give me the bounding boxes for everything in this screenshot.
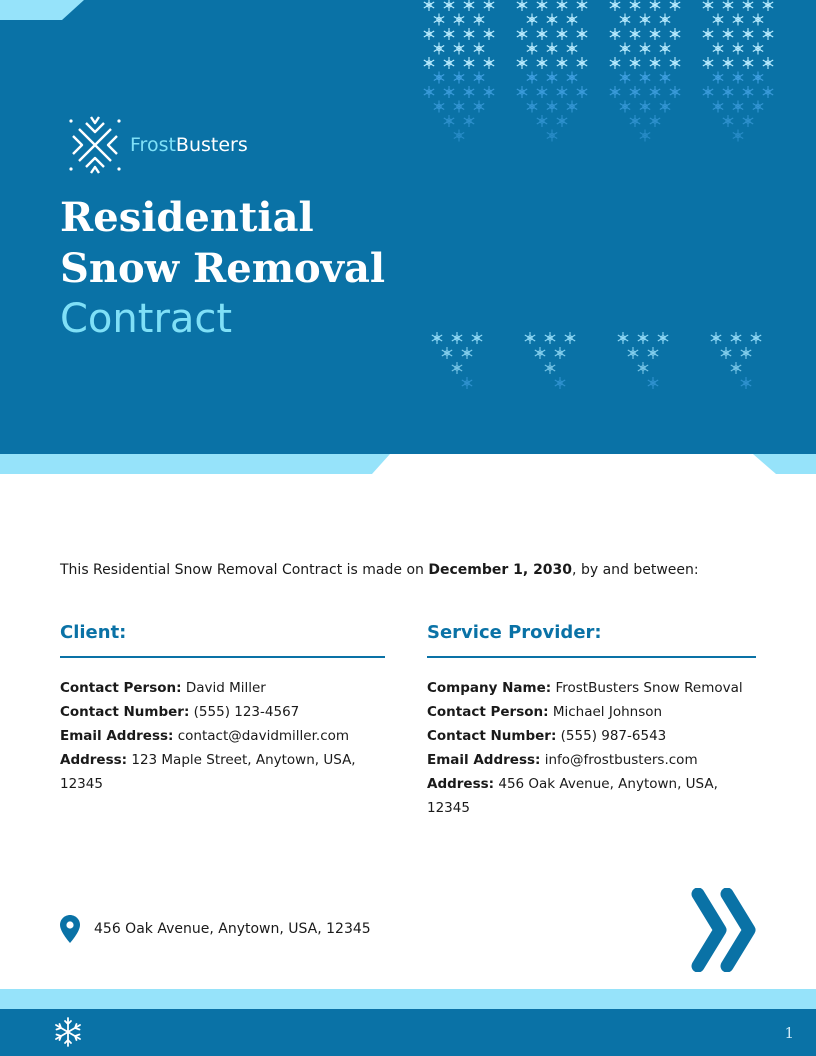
- pattern-snowflake: [763, 28, 773, 40]
- footer-address-text: 456 Oak Avenue, Anytown, USA, 12345: [94, 921, 371, 937]
- pattern-snowflake: [434, 14, 444, 26]
- pattern-snowflake: [743, 57, 753, 69]
- pattern-snowflake: [567, 14, 577, 26]
- pattern-snowflake: [630, 57, 640, 69]
- pattern-snowflake: [464, 57, 474, 69]
- pattern-snowflake: [753, 72, 763, 84]
- pattern-snowflake: [713, 14, 723, 26]
- pattern-snowflake: [537, 115, 547, 127]
- pattern-snowflake: [723, 28, 733, 40]
- brand-logo: [66, 116, 248, 174]
- header-banner: [0, 0, 816, 454]
- pattern-snowflake: [424, 0, 434, 11]
- pattern-snowflake: [763, 0, 773, 11]
- pattern-snowflake: [432, 332, 442, 344]
- pattern-snowflake: [741, 347, 751, 359]
- pattern-snowflake: [658, 332, 668, 344]
- pattern-snowflake: [638, 362, 648, 374]
- pattern-snowflake: [763, 86, 773, 98]
- pattern-snowflake: [462, 347, 472, 359]
- pattern-snowflake: [723, 0, 733, 11]
- intro-prefix: This Residential Snow Removal Contract is made on: [60, 562, 429, 578]
- pattern-snowflake: [557, 0, 567, 11]
- pattern-snowflake: [703, 86, 713, 98]
- provider-row: [427, 676, 756, 700]
- pattern-snowflake: [650, 28, 660, 40]
- pattern-snowflake: [454, 72, 464, 84]
- pattern-snowflake: [620, 101, 630, 113]
- pattern-snowflake: [751, 332, 761, 344]
- pattern-snowflake: [464, 86, 474, 98]
- pattern-snowflake: [535, 347, 545, 359]
- pattern-snowflake: [547, 14, 557, 26]
- pattern-snowflake: [547, 101, 557, 113]
- pattern-snowflake: [733, 101, 743, 113]
- pattern-snowflake: [464, 28, 474, 40]
- pattern-snowflake: [527, 101, 537, 113]
- field-value: info@frostbusters.com: [540, 752, 698, 768]
- pattern-snowflake: [620, 43, 630, 55]
- field-label: Contact Number:: [60, 704, 190, 720]
- pattern-snowflake: [517, 28, 527, 40]
- pattern-snowflake: [723, 115, 733, 127]
- client-row: [60, 748, 385, 796]
- pattern-snowflake: [618, 332, 628, 344]
- pattern-snowflake: [713, 43, 723, 55]
- pattern-snowflake: [444, 28, 454, 40]
- pattern-snowflake: [452, 332, 462, 344]
- pattern-snowflake: [555, 377, 565, 389]
- pattern-snowflake: [763, 57, 773, 69]
- pattern-snowflake: [474, 43, 484, 55]
- pattern-snowflake: [670, 0, 680, 11]
- pattern-snowflake: [537, 57, 547, 69]
- pattern-snowflake: [484, 28, 494, 40]
- field-value: 456 Oak Avenue, Anytown, USA, 12345: [427, 776, 718, 816]
- pattern-snowflake: [733, 14, 743, 26]
- location-pin-icon: [60, 915, 80, 943]
- pattern-snowflake: [527, 72, 537, 84]
- pattern-snowflake: [557, 57, 567, 69]
- pattern-snowflake: [454, 101, 464, 113]
- pattern-snowflake: [545, 332, 555, 344]
- snowflake-icon: [52, 1016, 84, 1048]
- pattern-snowflake: [444, 115, 454, 127]
- pattern-snowflake: [753, 14, 763, 26]
- title-line-2: Snow Removal: [60, 245, 386, 292]
- pattern-snowflake: [434, 101, 444, 113]
- pattern-snowflake: [640, 101, 650, 113]
- brand-name-part1: Frost: [130, 134, 176, 156]
- pattern-snowflake: [650, 57, 660, 69]
- pattern-snowflake: [731, 332, 741, 344]
- pattern-snowflake: [444, 57, 454, 69]
- pattern-snowflake: [557, 86, 567, 98]
- pattern-snowflake: [723, 86, 733, 98]
- pattern-snowflake: [660, 14, 670, 26]
- pattern-snowflake: [670, 86, 680, 98]
- pattern-snowflake: [424, 86, 434, 98]
- pattern-snowflake: [454, 43, 464, 55]
- field-label: Contact Number:: [427, 728, 557, 744]
- pattern-snowflake: [648, 347, 658, 359]
- pattern-snowflake: [610, 0, 620, 11]
- pattern-snowflake: [630, 115, 640, 127]
- pattern-snowflake: [517, 0, 527, 11]
- pattern-snowflake: [557, 115, 567, 127]
- provider-row: [427, 724, 756, 748]
- provider-section: [427, 622, 756, 820]
- field-label: Email Address:: [427, 752, 541, 768]
- pattern-snowflake: [660, 101, 670, 113]
- pattern-snowflake: [442, 347, 452, 359]
- pattern-snowflake: [464, 0, 474, 11]
- provider-heading: Service Provider:: [427, 622, 756, 658]
- pattern-snowflake: [434, 72, 444, 84]
- pattern-snowflake: [474, 101, 484, 113]
- title-line-1: Residential: [60, 194, 314, 241]
- field-value: contact@davidmiller.com: [173, 728, 350, 744]
- pattern-snowflake: [547, 130, 557, 142]
- contract-date: December 1, 2030: [428, 562, 573, 578]
- field-value: (555) 987-6543: [556, 728, 667, 744]
- pattern-snowflake: [628, 347, 638, 359]
- pattern-snowflake: [660, 72, 670, 84]
- field-label: Address:: [60, 752, 128, 768]
- pattern-snowflake: [517, 57, 527, 69]
- pattern-snowflake: [711, 332, 721, 344]
- field-label: Address:: [427, 776, 495, 792]
- light-blue-band: [0, 454, 816, 476]
- snowflake-pattern: [400, 0, 800, 454]
- pattern-snowflake: [537, 86, 547, 98]
- provider-details: [427, 676, 756, 820]
- pattern-snowflake: [557, 28, 567, 40]
- pattern-snowflake: [640, 72, 650, 84]
- contract-intro: [60, 562, 699, 578]
- pattern-snowflake: [648, 377, 658, 389]
- pattern-snowflake: [577, 28, 587, 40]
- pattern-snowflake: [610, 28, 620, 40]
- pattern-snowflake: [721, 347, 731, 359]
- field-value: David Miller: [181, 680, 266, 696]
- pattern-snowflake: [577, 86, 587, 98]
- pattern-snowflake: [474, 14, 484, 26]
- pattern-snowflake: [638, 332, 648, 344]
- pattern-snowflake: [703, 28, 713, 40]
- provider-row: [427, 700, 756, 724]
- pattern-snowflake: [567, 72, 577, 84]
- field-label: Contact Person:: [427, 704, 549, 720]
- pattern-snowflake: [454, 130, 464, 142]
- pattern-snowflake: [650, 115, 660, 127]
- double-chevron-right-icon: [690, 888, 760, 972]
- pattern-snowflake: [472, 332, 482, 344]
- pattern-snowflake: [610, 57, 620, 69]
- pattern-snowflake: [424, 57, 434, 69]
- field-label: Company Name:: [427, 680, 552, 696]
- snowflake-logo-icon: [66, 116, 124, 174]
- client-row: [60, 676, 385, 700]
- pattern-snowflake: [517, 86, 527, 98]
- pattern-snowflake: [713, 101, 723, 113]
- pattern-snowflake: [630, 86, 640, 98]
- title-line-3: Contract: [60, 296, 233, 342]
- pattern-snowflake: [474, 72, 484, 84]
- pattern-snowflake: [741, 377, 751, 389]
- client-section: [60, 622, 385, 796]
- pattern-snowflake: [464, 115, 474, 127]
- pattern-snowflake: [753, 101, 763, 113]
- pattern-snowflake: [703, 0, 713, 11]
- pattern-snowflake: [527, 14, 537, 26]
- pattern-snowflake: [577, 0, 587, 11]
- field-label: Contact Person:: [60, 680, 182, 696]
- pattern-snowflake: [743, 115, 753, 127]
- pattern-snowflake: [545, 362, 555, 374]
- pattern-snowflake: [640, 43, 650, 55]
- pattern-snowflake: [424, 28, 434, 40]
- pattern-snowflake: [733, 43, 743, 55]
- provider-row: [427, 772, 756, 820]
- pattern-snowflake: [670, 57, 680, 69]
- pattern-snowflake: [723, 57, 733, 69]
- field-value: Michael Johnson: [548, 704, 663, 720]
- footer-light-stripe: [0, 989, 816, 1009]
- brand-name: [130, 134, 248, 156]
- pattern-snowflake: [670, 28, 680, 40]
- pattern-snowflake: [537, 0, 547, 11]
- pattern-snowflake: [527, 43, 537, 55]
- pattern-snowflake: [743, 28, 753, 40]
- page-number: 1: [784, 1024, 794, 1042]
- footer-address: [60, 915, 371, 943]
- pattern-snowflake: [452, 362, 462, 374]
- field-value: 123 Maple Street, Anytown, USA, 12345: [60, 752, 356, 792]
- pattern-snowflake: [547, 72, 557, 84]
- pattern-snowflake: [444, 86, 454, 98]
- corner-tab-shape: [0, 0, 90, 22]
- pattern-snowflake: [703, 57, 713, 69]
- pattern-snowflake: [733, 130, 743, 142]
- pattern-snowflake: [462, 377, 472, 389]
- pattern-snowflake: [484, 57, 494, 69]
- pattern-snowflake: [630, 28, 640, 40]
- pattern-snowflake: [577, 57, 587, 69]
- pattern-snowflake: [743, 86, 753, 98]
- pattern-snowflake: [610, 86, 620, 98]
- pattern-snowflake: [640, 14, 650, 26]
- field-value: FrostBusters Snow Removal: [551, 680, 743, 696]
- pattern-snowflake: [555, 347, 565, 359]
- brand-name-part2: Busters: [175, 134, 248, 156]
- pattern-snowflake: [434, 43, 444, 55]
- pattern-snowflake: [444, 0, 454, 11]
- pattern-snowflake: [484, 0, 494, 11]
- pattern-snowflake: [731, 362, 741, 374]
- client-details: [60, 676, 385, 796]
- pattern-snowflake: [650, 86, 660, 98]
- pattern-snowflake: [565, 332, 575, 344]
- pattern-snowflake: [567, 101, 577, 113]
- pattern-snowflake: [753, 43, 763, 55]
- pattern-snowflake: [567, 43, 577, 55]
- pattern-snowflake: [620, 14, 630, 26]
- field-value: (555) 123-4567: [189, 704, 300, 720]
- pattern-snowflake: [537, 28, 547, 40]
- pattern-snowflake: [713, 72, 723, 84]
- pattern-snowflake: [630, 0, 640, 11]
- client-heading: Client:: [60, 622, 385, 658]
- page-title: [60, 192, 385, 345]
- intro-suffix: , by and between:: [572, 562, 699, 578]
- pattern-snowflake: [660, 43, 670, 55]
- client-row: [60, 724, 385, 748]
- pattern-snowflake: [620, 72, 630, 84]
- pattern-snowflake: [650, 0, 660, 11]
- pattern-snowflake: [640, 130, 650, 142]
- pattern-snowflake: [454, 14, 464, 26]
- client-row: [60, 700, 385, 724]
- field-label: Email Address:: [60, 728, 174, 744]
- pattern-snowflake: [733, 72, 743, 84]
- pattern-snowflake: [525, 332, 535, 344]
- pattern-snowflake: [743, 0, 753, 11]
- provider-row: [427, 748, 756, 772]
- pattern-snowflake: [547, 43, 557, 55]
- footer-bar: [0, 1009, 816, 1056]
- pattern-snowflake: [484, 86, 494, 98]
